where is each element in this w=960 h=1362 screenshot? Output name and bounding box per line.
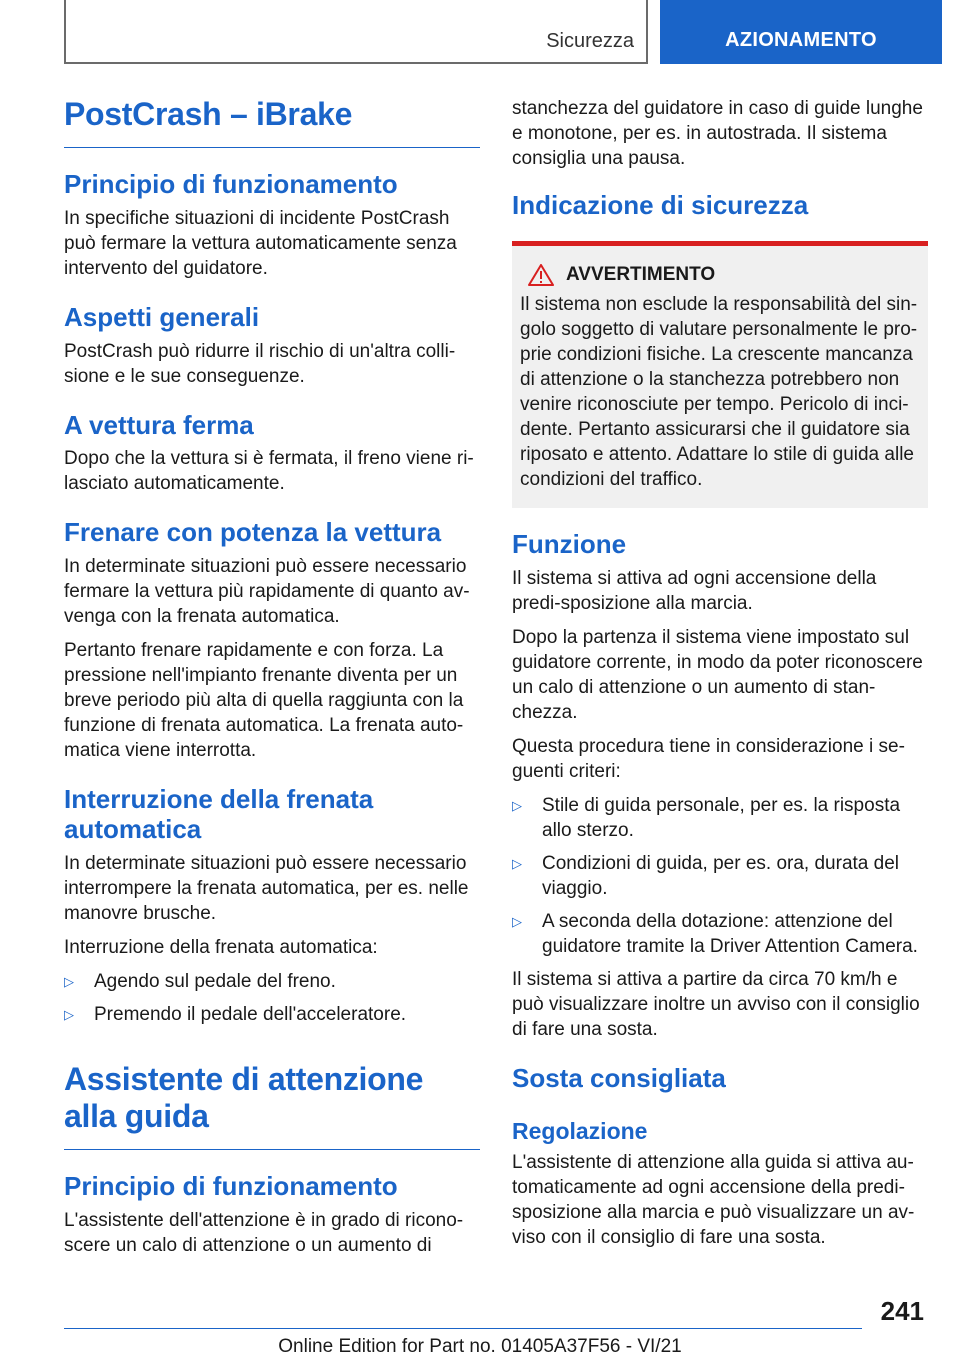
paragraph-principio-2: L'assistente dell'attenzione è in grado di ricono-scere un calo di attenzione o un aumento di <box>64 1209 464 1256</box>
paragraph-funzione-4: Il sistema si attiva a partire da circa 70 km/h e può visualizzare inoltre un avviso con il consiglio di fare una sosta. <box>512 968 920 1040</box>
list-item: ▷ Premendo il pedale dell'acceleratore. <box>64 1004 407 1026</box>
footer-edition: Online Edition for Part no. 01405A37F56 - VI/21 <box>278 1336 682 1357</box>
warning-triangle-icon <box>528 264 554 286</box>
paragraph-aspetti: PostCrash può ridurre il rischio di un'altra colli-sione e le sue conseguenze. <box>64 340 456 387</box>
left-column <box>64 96 480 1267</box>
paragraph-ferma: Dopo che la vettura si è fermata, il freno viene ri-lasciato automaticamente. <box>64 448 474 495</box>
paragraph-continuation: stanchezza del guidatore in caso di guide lunghe e monotone, per es. in autostrada. Il sistema consiglia una pausa. <box>512 98 923 169</box>
paragraph-funzione-3: Questa procedura tiene in considerazione i se-guenti criteri: <box>512 735 905 782</box>
triangle-bullet-icon: ▷ <box>64 1007 74 1023</box>
paragraph-frenare-2: Pertanto frenare rapidamente e con forza. La pressione nell'impianto frenante diventa per un breve periodo più alta di quella raggiunta con la funzione di frenata automatica. La frenata auto-matica viene interrotta. <box>64 640 464 762</box>
warning-title-row <box>520 264 920 286</box>
list-item: ▷ Agendo sul pedale del freno. <box>64 971 336 993</box>
warning-title: AVVERTIMENTO <box>566 263 716 285</box>
paragraph-funzione-1: Il sistema si attiva ad ogni accensione della predi-sposizione alla marcia. <box>512 567 877 614</box>
warning-box <box>512 241 928 508</box>
page-number: 241 <box>880 1296 924 1326</box>
paragraph-funzione-2: Dopo la partenza il sistema viene impostato sul guidatore corrente, in modo da poter riconoscere un calo di attenzione o un aumento di stan-chezza. <box>512 626 923 723</box>
paragraph-principio-1: In specifiche situazioni di incidente PostCrash può fermare la vettura automaticamente senza intervento del guidatore. <box>64 207 457 279</box>
heading-funzione: Funzione <box>512 528 627 559</box>
footer-divider <box>64 1328 862 1329</box>
list-item: ▷ Stile di guida personale, per es. la risposta allo sterzo. <box>512 794 901 841</box>
heading-principio-2: Principio di funzionamento <box>64 1170 398 1201</box>
paragraph-interruzione-2: Interruzione della frenata automatica: <box>64 937 378 959</box>
header-chapter-tab[interactable]: AZIONAMENTO <box>660 0 942 64</box>
triangle-bullet-icon: ▷ <box>64 974 74 990</box>
right-column <box>512 96 928 1259</box>
heading-ferma: A vettura ferma <box>64 409 254 440</box>
paragraph-interruzione-1: In determinate situazioni può essere necessario interrompere la frenata automatica, per es. nelle manovre brusche. <box>64 853 469 925</box>
warning-text: Il sistema non esclude la responsabilità del sin-golo soggetto di valutare personalmente le pro-prie condizioni fisiche. La crescente mancanza di attenzione o la stanchezza potrebbero non venire riconosciute per tempo. Pericolo di inci-dente. Pertanto assicurarsi che il guidatore sia riposato e attento. Adattare lo stile di guida alle condizioni del traffico. <box>520 293 918 490</box>
heading-aspetti: Aspetti generali <box>64 301 260 332</box>
list-criteri <box>512 793 928 959</box>
heading-sosta: Sosta consigliata <box>512 1062 726 1093</box>
heading-frenare: Frenare con potenza la vettura <box>64 517 442 548</box>
list-interruzione <box>64 969 480 1027</box>
list-item: ▷ A seconda della dotazione: attenzione del guidatore tramite la Driver Attention Camera. <box>512 910 918 957</box>
paragraph-regolazione: L'assistente di attenzione alla guida si attiva au-tomaticamente ad ogni accensione della predi-sposizione alla marcia e può visualizzare un av-viso con il consiglio di fare una sosta. <box>512 1152 915 1249</box>
list-item: ▷ Condizioni di guida, per es. ora, durata del viaggio. <box>512 852 900 899</box>
triangle-bullet-icon: ▷ <box>512 797 522 813</box>
paragraph-frenare-1: In determinate situazioni può essere necessario fermare la vettura più rapidamente di quanto av-venga con la frenata automatica. <box>64 556 470 628</box>
header-box <box>64 0 648 64</box>
heading-sicurezza: Indicazione di sicurezza <box>512 190 809 220</box>
heading-regolazione: Regolazione <box>512 1117 648 1144</box>
header-section-title: Sicurezza <box>546 30 634 52</box>
heading-postcrash: PostCrash – iBrake <box>64 96 480 148</box>
heading-principio-1: Principio di funzionamento <box>64 168 398 199</box>
heading-assistente: Assistente di attenzione alla guida <box>64 1061 480 1150</box>
triangle-bullet-icon: ▷ <box>512 855 522 871</box>
triangle-bullet-icon: ▷ <box>512 913 522 929</box>
heading-interruzione: Interruzione della frenata automatica <box>64 784 374 845</box>
